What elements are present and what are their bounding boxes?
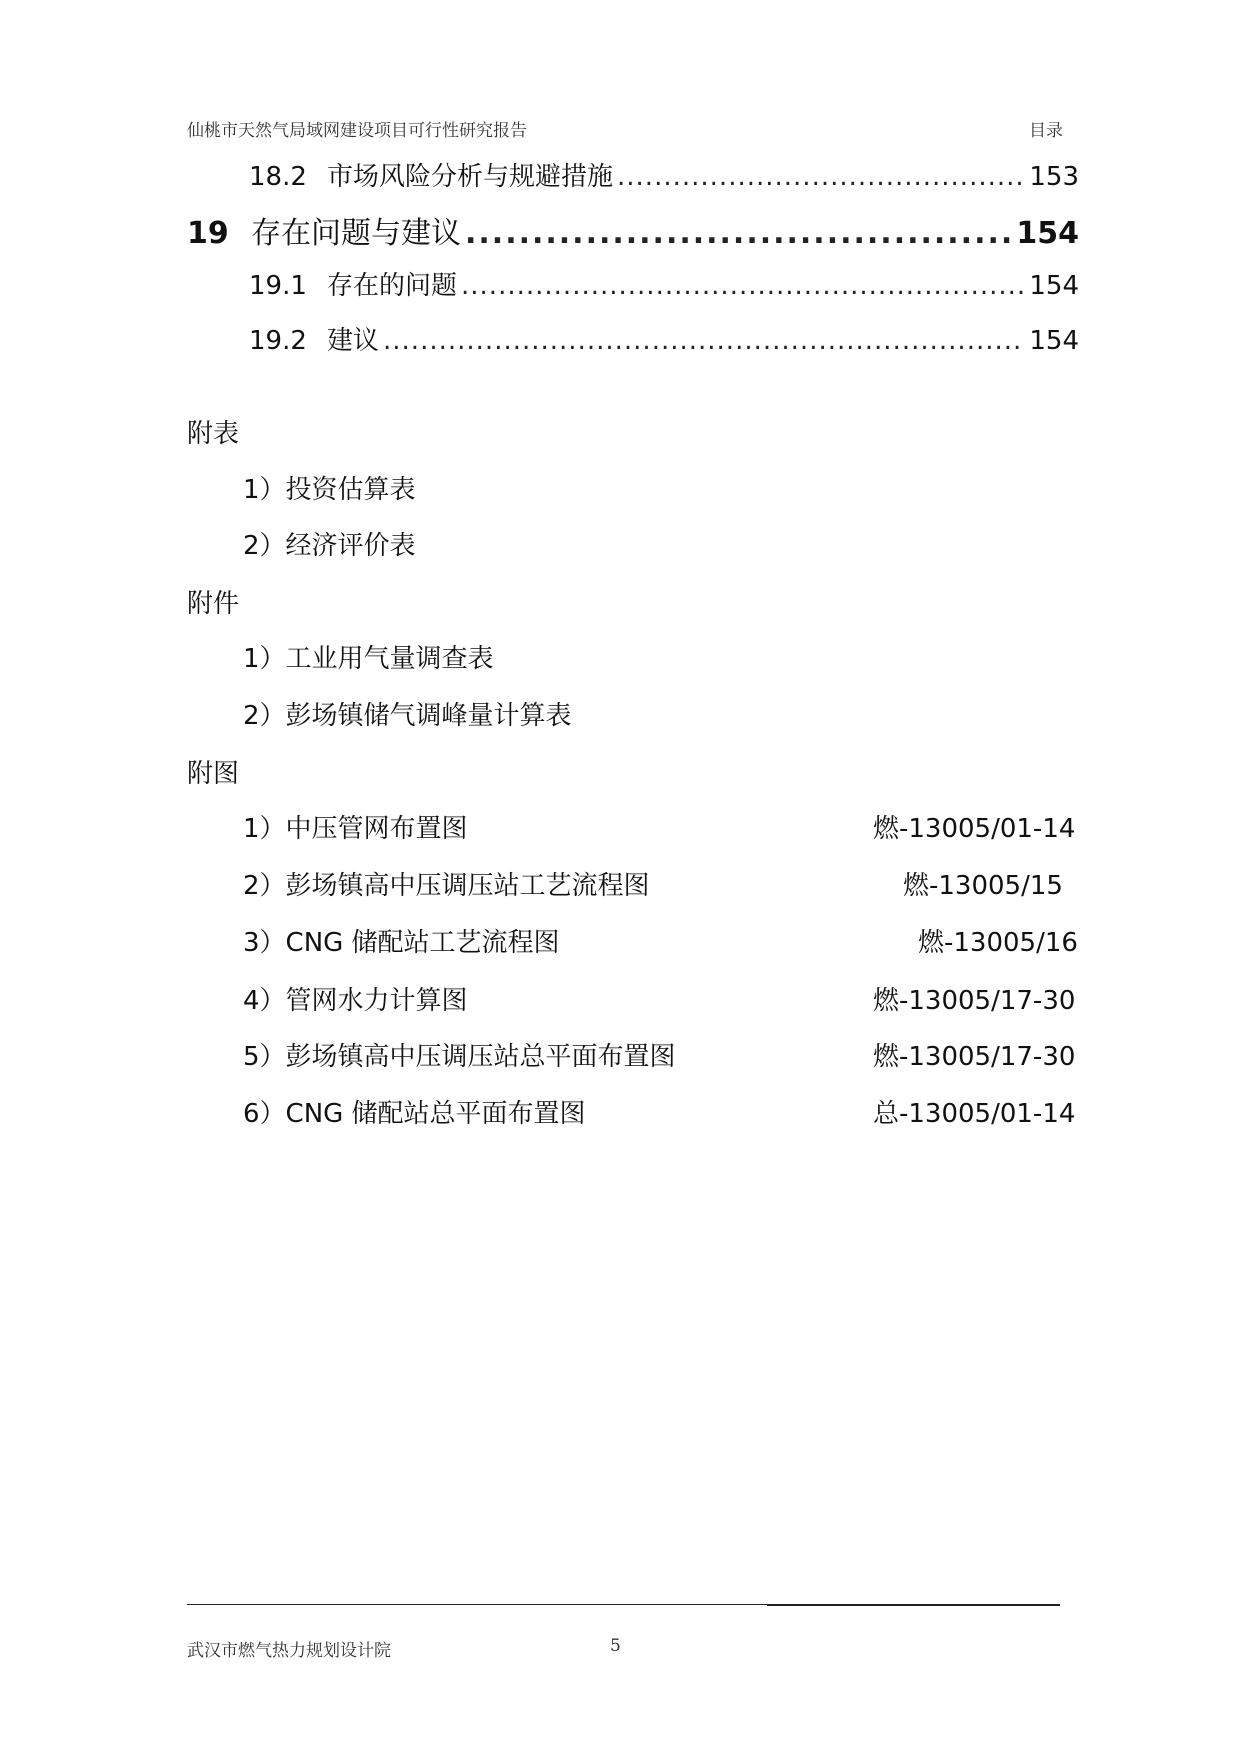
- drawing-item: [243, 1093, 1083, 1130]
- drawing-code: 燃-13005/01-14: [873, 814, 1076, 844]
- drawing-code: 总-13005/01-14: [873, 1099, 1076, 1129]
- toc-entry-page: 153: [1029, 162, 1079, 192]
- header-section-label: 目录: [1029, 121, 1063, 141]
- toc-entry-number: 18.2: [249, 162, 307, 192]
- attachment-item: 1）工业用气量调查表: [243, 644, 494, 674]
- toc-entry-page: 154: [1029, 326, 1079, 356]
- drawings-heading: 附图: [187, 759, 240, 789]
- footer-rule-left: [187, 1604, 767, 1605]
- toc-entry-page: 154: [1016, 216, 1079, 251]
- drawing-code: 燃-13005/16: [918, 928, 1078, 958]
- drawing-item: [243, 808, 1083, 845]
- drawing-name: 6）CNG 储配站总平面布置图: [243, 1099, 586, 1129]
- header-document-title: 仙桃市天然气局域网建设项目可行性研究报告: [187, 121, 527, 141]
- footer-organization: 武汉市燃气热力规划设计院: [187, 1641, 391, 1661]
- drawing-code: 燃-13005/17-30: [873, 986, 1076, 1016]
- toc-entry-title: 市场风险分析与规避措施: [327, 162, 614, 192]
- drawing-name: 2）彭场镇高中压调压站工艺流程图: [243, 871, 650, 901]
- toc-leader-dots: [383, 326, 1025, 356]
- footer-page-number: 5: [610, 1636, 621, 1656]
- toc-entry[interactable]: [249, 320, 1079, 357]
- toc-entry-title: 存在的问题: [327, 271, 458, 301]
- toc-entry-number: 19.1: [249, 271, 307, 301]
- drawing-name: 1）中压管网布置图: [243, 814, 468, 844]
- attachments-heading: 附件: [187, 589, 240, 619]
- drawing-item: [243, 1036, 1083, 1073]
- toc-chapter-entry[interactable]: [187, 208, 1079, 252]
- toc-entry[interactable]: [249, 265, 1079, 302]
- appendix-table-item: 1）投资估算表: [243, 475, 416, 505]
- drawing-item: [243, 980, 1083, 1017]
- drawing-name: 3）CNG 储配站工艺流程图: [243, 928, 560, 958]
- toc-entry[interactable]: [249, 156, 1079, 193]
- appendix-table-item: 2）经济评价表: [243, 531, 416, 561]
- drawing-item: [243, 865, 1083, 902]
- drawing-code: 燃-13005/17-30: [873, 1042, 1076, 1072]
- drawing-item: [243, 922, 1083, 959]
- footer-rule-right: [767, 1604, 1060, 1606]
- toc-entry-number: 19: [187, 216, 229, 251]
- toc-leader-dots: [465, 216, 1012, 251]
- toc-entry-number: 19.2: [249, 326, 307, 356]
- toc-leader-dots: [461, 271, 1025, 301]
- drawing-code: 燃-13005/15: [903, 871, 1063, 901]
- appendix-tables-heading: 附表: [187, 419, 240, 449]
- drawing-name: 4）管网水力计算图: [243, 986, 468, 1016]
- attachment-item: 2）彭场镇储气调峰量计算表: [243, 701, 572, 731]
- toc-entry-title: 存在问题与建议: [251, 216, 461, 251]
- toc-entry-page: 154: [1029, 271, 1079, 301]
- toc-entry-title: 建议: [327, 326, 380, 356]
- toc-leader-dots: [617, 162, 1025, 192]
- drawing-name: 5）彭场镇高中压调压站总平面布置图: [243, 1042, 676, 1072]
